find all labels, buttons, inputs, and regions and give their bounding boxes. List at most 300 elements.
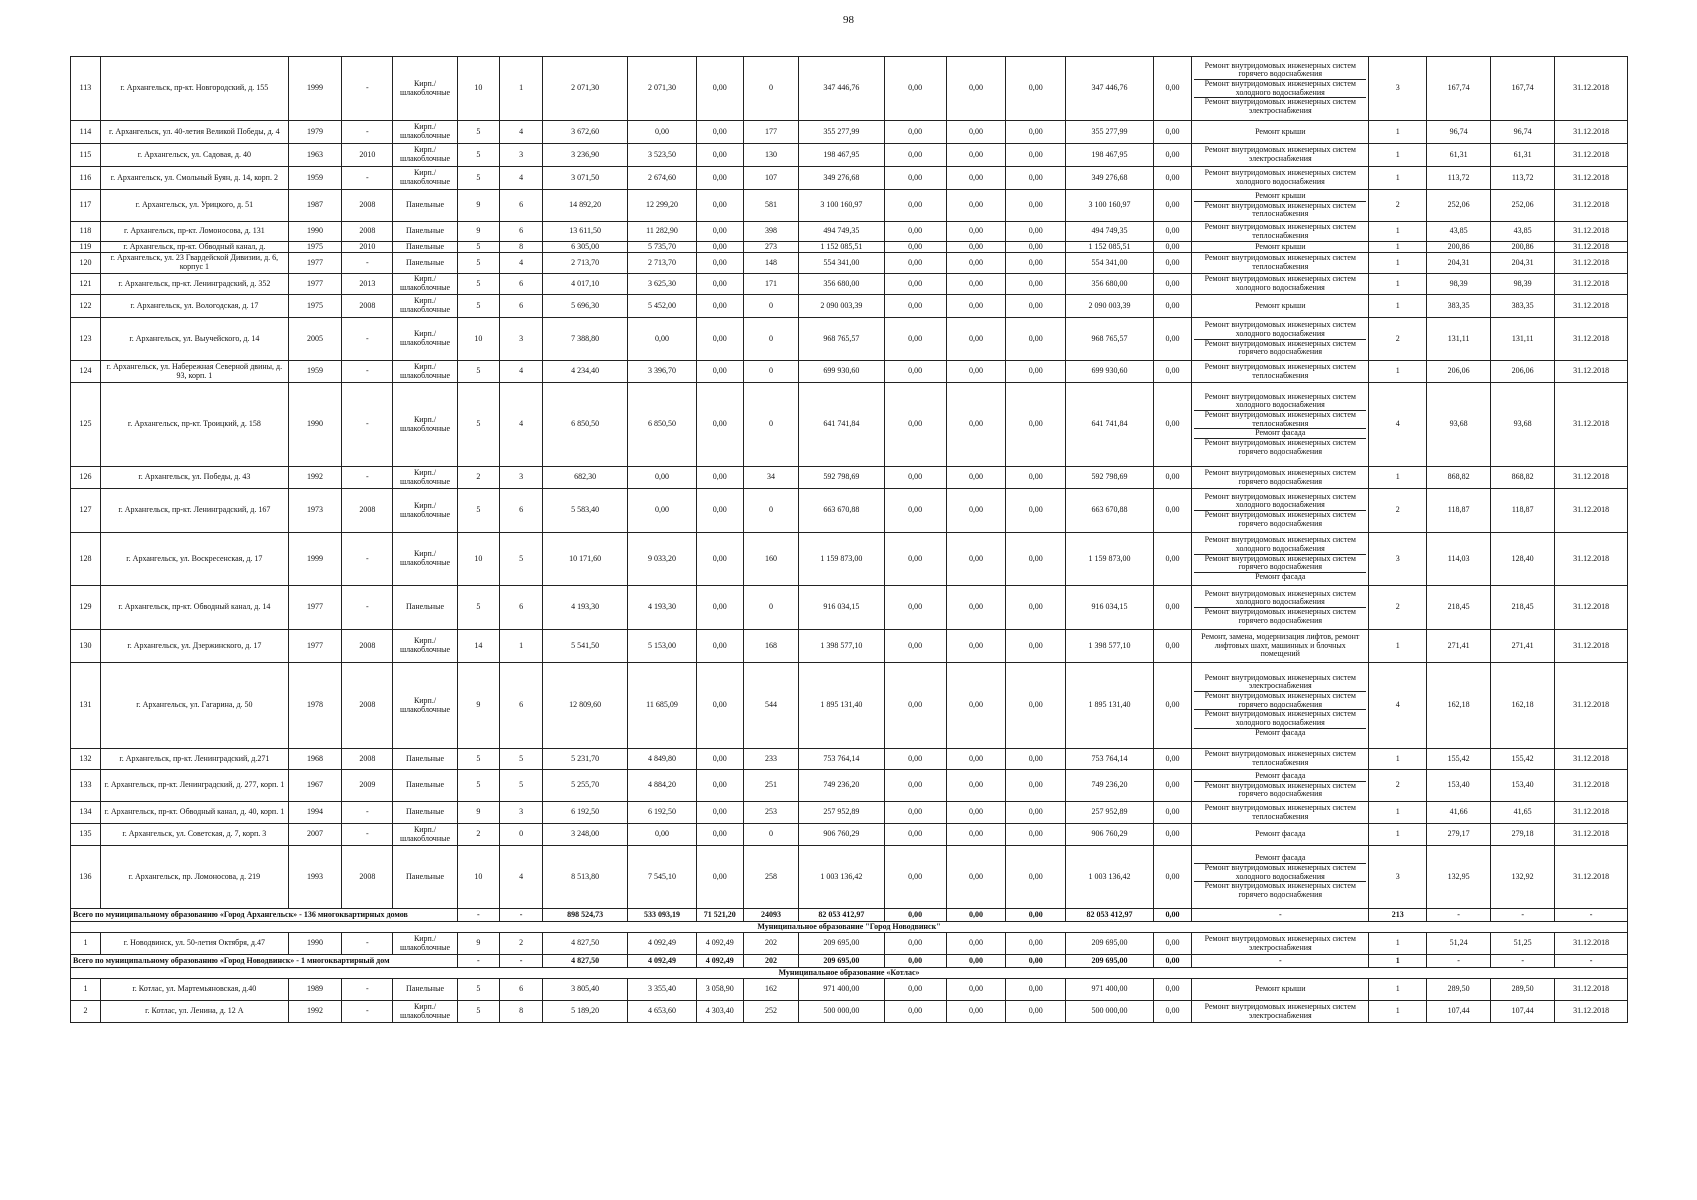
cell-area-nonliving: 0,00 — [696, 663, 743, 749]
cell-fund-regional: 0,00 — [946, 770, 1006, 802]
cell-cost-per-m2: 155,42 — [1427, 749, 1491, 770]
cell-fund-local: 0,00 — [1006, 383, 1066, 467]
cell-area-nonliving: 0,00 — [696, 144, 743, 167]
cell-area-total: 8 513,80 — [542, 846, 627, 909]
cell-work-count: 3 — [1369, 57, 1427, 121]
work-item: Ремонт фасада — [1194, 772, 1366, 782]
cell-material: Кирп./ шлакоблочные — [393, 933, 457, 955]
cell-num: 134 — [71, 802, 101, 824]
cell-cost-per-m2: 200,86 — [1427, 242, 1491, 253]
cell-address: г. Архангельск, ул. Советская, д. 7, корп. 3 — [100, 824, 288, 846]
total-c3: - — [1427, 955, 1491, 968]
cell-area-nonliving: 0,00 — [696, 802, 743, 824]
cell-cost-per-m2: 252,06 — [1427, 190, 1491, 222]
cell-residents: 107 — [743, 167, 799, 190]
cell-fund-local: 0,00 — [1006, 802, 1066, 824]
cell-year-built: 1968 — [288, 749, 341, 770]
cell-area-total: 6 305,00 — [542, 242, 627, 253]
cell-fund-federal: 0,00 — [884, 770, 946, 802]
cell-works — [1192, 318, 1369, 361]
cell-year-built: 1992 — [288, 467, 341, 489]
work-item: Ремонт внутридомовых инженерных систем холодного водоснабжения — [1194, 493, 1366, 511]
cell-fund-local: 0,00 — [1006, 467, 1066, 489]
cell-area-nonliving: 0,00 — [696, 274, 743, 295]
cell-deadline: 31.12.2018 — [1555, 318, 1628, 361]
cell-cost-per-m2: 43,85 — [1427, 222, 1491, 242]
cell-fund-regional: 0,00 — [946, 1001, 1006, 1023]
cell-fund-regional: 0,00 — [946, 295, 1006, 318]
cell-material: Кирп./ шлакоблочные — [393, 361, 457, 383]
cell-residents: 251 — [743, 770, 799, 802]
cell-fund-other: 0,00 — [1153, 167, 1191, 190]
cell-area-total: 3 236,90 — [542, 144, 627, 167]
cell-limit-per-m2: 252,06 — [1491, 190, 1555, 222]
cell-address: г. Архангельск, ул. Дзержинского, д. 17 — [100, 630, 288, 663]
table-row — [71, 586, 1628, 630]
table-row — [71, 242, 1628, 253]
cell-limit-per-m2: 132,92 — [1491, 846, 1555, 909]
cell-deadline: 31.12.2018 — [1555, 1001, 1628, 1023]
cell-residents: 34 — [743, 467, 799, 489]
cell-deadline: 31.12.2018 — [1555, 167, 1628, 190]
cell-material: Кирп./ шлакоблочные — [393, 824, 457, 846]
cell-residents: 0 — [743, 295, 799, 318]
cell-year-built: 1977 — [288, 253, 341, 274]
cell-residents: 171 — [743, 274, 799, 295]
cell-fund-local: 0,00 — [1006, 190, 1066, 222]
cell-fund-owners: 1 398 577,10 — [1066, 630, 1154, 663]
cell-cost-total: 356 680,00 — [799, 274, 884, 295]
cell-fund-other: 0,00 — [1153, 467, 1191, 489]
cell-works — [1192, 663, 1369, 749]
cell-cost-per-m2: 218,45 — [1427, 586, 1491, 630]
cell-fund-other: 0,00 — [1153, 222, 1191, 242]
cell-fund-regional: 0,00 — [946, 222, 1006, 242]
cell-area-nonliving: 0,00 — [696, 242, 743, 253]
cell-work-count: 1 — [1369, 274, 1427, 295]
cell-material: Кирп./ шлакоблочные — [393, 489, 457, 533]
work-item: Ремонт внутридомовых инженерных систем теплоснабжения — [1204, 253, 1356, 271]
cell-year-built: 1977 — [288, 274, 341, 295]
cell-cost-total: 968 765,57 — [799, 318, 884, 361]
cell-limit-per-m2: 289,50 — [1491, 979, 1555, 1001]
cell-fund-regional: 0,00 — [946, 318, 1006, 361]
section-title: Муниципальное образование "Город Новодвинск" — [71, 922, 1628, 933]
cell-num: 121 — [71, 274, 101, 295]
cell-cost-total: 916 034,15 — [799, 586, 884, 630]
cell-floors: 14 — [457, 630, 500, 663]
table-row — [71, 979, 1628, 1001]
cell-entrances: 5 — [500, 533, 543, 586]
total-c2: - — [500, 955, 543, 968]
cell-fund-other: 0,00 — [1153, 318, 1191, 361]
cell-works — [1192, 586, 1369, 630]
cell-fund-regional: 0,00 — [946, 121, 1006, 144]
cell-cost-per-m2: 206,06 — [1427, 361, 1491, 383]
total-area-living: 533 093,19 — [628, 909, 696, 922]
repair-program-table — [70, 56, 1628, 1023]
cell-fund-other: 0,00 — [1153, 253, 1191, 274]
cell-num: 124 — [71, 361, 101, 383]
total-works: - — [1192, 955, 1369, 968]
cell-num: 113 — [71, 57, 101, 121]
cell-works — [1192, 383, 1369, 467]
table-row — [71, 663, 1628, 749]
cell-work-count: 1 — [1369, 979, 1427, 1001]
cell-area-total: 4 017,10 — [542, 274, 627, 295]
cell-works — [1192, 533, 1369, 586]
cell-material: Панельные — [393, 242, 457, 253]
cell-fund-other: 0,00 — [1153, 749, 1191, 770]
cell-year-repair: - — [342, 57, 393, 121]
table-row — [71, 318, 1628, 361]
cell-floors: 5 — [457, 1001, 500, 1023]
cell-works — [1192, 242, 1369, 253]
cell-residents: 233 — [743, 749, 799, 770]
cell-fund-other: 0,00 — [1153, 190, 1191, 222]
cell-material: Панельные — [393, 749, 457, 770]
cell-works — [1192, 57, 1369, 121]
cell-floors: 5 — [457, 749, 500, 770]
work-item: Ремонт фасада — [1255, 829, 1306, 839]
cell-deadline: 31.12.2018 — [1555, 630, 1628, 663]
cell-fund-owners: 641 741,84 — [1066, 383, 1154, 467]
total-c4: - — [1491, 955, 1555, 968]
cell-residents: 160 — [743, 533, 799, 586]
cell-floors: 5 — [457, 770, 500, 802]
work-item: Ремонт внутридомовых инженерных систем холодного водоснабжения — [1194, 590, 1366, 608]
cell-fund-federal: 0,00 — [884, 361, 946, 383]
work-item: Ремонт внутридомовых инженерных систем горячего водоснабжения — [1204, 881, 1356, 899]
work-item: Ремонт внутридомовых инженерных систем горячего водоснабжения — [1204, 467, 1356, 486]
cell-fund-owners: 916 034,15 — [1066, 586, 1154, 630]
table-row — [71, 933, 1628, 955]
cell-entrances: 6 — [500, 586, 543, 630]
cell-residents: 168 — [743, 630, 799, 663]
cell-cost-total: 1 003 136,42 — [799, 846, 884, 909]
total-works: - — [1192, 909, 1369, 922]
cell-fund-owners: 968 765,57 — [1066, 318, 1154, 361]
cell-year-built: 1979 — [288, 121, 341, 144]
work-item: Ремонт внутридомовых инженерных систем электроснабжения — [1204, 97, 1356, 115]
cell-address: г. Архангельск, пр-кт. Обводный канал, д. 14 — [100, 586, 288, 630]
cell-fund-federal: 0,00 — [884, 144, 946, 167]
cell-fund-other: 0,00 — [1153, 383, 1191, 467]
work-item: Ремонт внутридомовых инженерных систем теплоснабжения — [1204, 802, 1356, 821]
cell-deadline: 31.12.2018 — [1555, 383, 1628, 467]
total-fund-regional: 0,00 — [946, 909, 1006, 922]
cell-floors: 5 — [457, 295, 500, 318]
cell-cost-per-m2: 271,41 — [1427, 630, 1491, 663]
work-item: Ремонт крыши — [1255, 241, 1306, 251]
cell-material: Кирп./ шлакоблочные — [393, 630, 457, 663]
cell-area-living: 0,00 — [628, 489, 696, 533]
cell-area-living: 5 452,00 — [628, 295, 696, 318]
cell-floors: 10 — [457, 846, 500, 909]
cell-material: Кирп./ шлакоблочные — [393, 533, 457, 586]
cell-year-repair: - — [342, 533, 393, 586]
cell-deadline: 31.12.2018 — [1555, 144, 1628, 167]
total-label: Всего по муниципальному образованию «Город Новодвинск» - 1 многоквартирный дом — [71, 955, 458, 968]
work-item: Ремонт внутридомовых инженерных систем теплоснабжения — [1204, 200, 1356, 219]
cell-cost-per-m2: 98,39 — [1427, 274, 1491, 295]
cell-fund-federal: 0,00 — [884, 979, 946, 1001]
table-row — [71, 467, 1628, 489]
total-fund-owners: 209 695,00 — [1066, 955, 1154, 968]
cell-area-living: 12 299,20 — [628, 190, 696, 222]
section-header-row — [71, 922, 1628, 933]
work-item: Ремонт крыши — [1255, 126, 1306, 136]
cell-floors: 5 — [457, 167, 500, 190]
cell-entrances: 4 — [500, 167, 543, 190]
cell-limit-per-m2: 51,25 — [1491, 933, 1555, 955]
work-item: Ремонт крыши — [1194, 192, 1366, 202]
cell-cost-per-m2: 132,95 — [1427, 846, 1491, 909]
cell-fund-regional: 0,00 — [946, 190, 1006, 222]
cell-area-living: 11 282,90 — [628, 222, 696, 242]
cell-address: г. Архангельск, ул. Выучейского, д. 14 — [100, 318, 288, 361]
cell-cost-per-m2: 51,24 — [1427, 933, 1491, 955]
cell-cost-per-m2: 107,44 — [1427, 1001, 1491, 1023]
total-residents: 24093 — [743, 909, 799, 922]
cell-work-count: 3 — [1369, 846, 1427, 909]
cell-work-count: 1 — [1369, 467, 1427, 489]
work-item: Ремонт внутридомовых инженерных систем горячего водоснабжения — [1204, 338, 1356, 357]
cell-work-count: 1 — [1369, 361, 1427, 383]
cell-fund-regional: 0,00 — [946, 824, 1006, 846]
cell-entrances: 6 — [500, 979, 543, 1001]
cell-area-total: 4 234,40 — [542, 361, 627, 383]
cell-fund-federal: 0,00 — [884, 489, 946, 533]
work-item: Ремонт крыши — [1255, 984, 1306, 994]
cell-fund-federal: 0,00 — [884, 242, 946, 253]
cell-area-living: 6 192,50 — [628, 802, 696, 824]
cell-area-total: 5 541,50 — [542, 630, 627, 663]
cell-works — [1192, 770, 1369, 802]
cell-year-built: 1978 — [288, 663, 341, 749]
cell-address: г. Архангельск, ул. 23 Гвардейской Дивизии, д. 6, корпус 1 — [100, 253, 288, 274]
cell-fund-regional: 0,00 — [946, 630, 1006, 663]
cell-fund-federal: 0,00 — [884, 383, 946, 467]
cell-residents: 0 — [743, 586, 799, 630]
cell-work-count: 2 — [1369, 489, 1427, 533]
cell-fund-owners: 356 680,00 — [1066, 274, 1154, 295]
total-c4: - — [1491, 909, 1555, 922]
cell-fund-owners: 209 695,00 — [1066, 933, 1154, 955]
table-row — [71, 489, 1628, 533]
cell-fund-regional: 0,00 — [946, 933, 1006, 955]
cell-works — [1192, 824, 1369, 846]
cell-fund-owners: 1 895 131,40 — [1066, 663, 1154, 749]
cell-material: Кирп./ шлакоблочные — [393, 663, 457, 749]
cell-limit-per-m2: 98,39 — [1491, 274, 1555, 295]
cell-deadline: 31.12.2018 — [1555, 190, 1628, 222]
cell-fund-other: 0,00 — [1153, 295, 1191, 318]
cell-cost-total: 749 236,20 — [799, 770, 884, 802]
cell-area-living: 6 850,50 — [628, 383, 696, 467]
cell-residents: 0 — [743, 489, 799, 533]
cell-cost-total: 699 930,60 — [799, 361, 884, 383]
table-row — [71, 190, 1628, 222]
cell-area-living: 3 355,40 — [628, 979, 696, 1001]
cell-num: 135 — [71, 824, 101, 846]
cell-fund-federal: 0,00 — [884, 824, 946, 846]
cell-work-count: 2 — [1369, 586, 1427, 630]
cell-floors: 10 — [457, 318, 500, 361]
cell-limit-per-m2: 218,45 — [1491, 586, 1555, 630]
cell-year-built: 1994 — [288, 802, 341, 824]
cell-fund-federal: 0,00 — [884, 802, 946, 824]
cell-floors: 5 — [457, 361, 500, 383]
cell-fund-federal: 0,00 — [884, 57, 946, 121]
total-residents: 202 — [743, 955, 799, 968]
cell-deadline: 31.12.2018 — [1555, 933, 1628, 955]
cell-limit-per-m2: 206,06 — [1491, 361, 1555, 383]
cell-deadline: 31.12.2018 — [1555, 533, 1628, 586]
cell-cost-per-m2: 279,17 — [1427, 824, 1491, 846]
cell-work-count: 3 — [1369, 533, 1427, 586]
cell-residents: 0 — [743, 383, 799, 467]
cell-num: 136 — [71, 846, 101, 909]
cell-year-built: 1959 — [288, 167, 341, 190]
cell-cost-total: 349 276,68 — [799, 167, 884, 190]
work-item: Ремонт внутридомовых инженерных систем холодного водоснабжения — [1194, 80, 1366, 98]
cell-works — [1192, 630, 1369, 663]
cell-area-total: 6 850,50 — [542, 383, 627, 467]
cell-entrances: 2 — [500, 933, 543, 955]
cell-limit-per-m2: 118,87 — [1491, 489, 1555, 533]
cell-floors: 5 — [457, 489, 500, 533]
cell-fund-other: 0,00 — [1153, 144, 1191, 167]
work-item: Ремонт внутридомовых инженерных систем горячего водоснабжения — [1194, 555, 1366, 573]
cell-num: 120 — [71, 253, 101, 274]
total-c1: - — [457, 955, 500, 968]
cell-fund-local: 0,00 — [1006, 57, 1066, 121]
cell-cost-per-m2: 113,72 — [1427, 167, 1491, 190]
work-item: Ремонт внутридомовых инженерных систем горячего водоснабжения — [1204, 437, 1356, 456]
cell-work-count: 1 — [1369, 222, 1427, 242]
cell-fund-owners: 971 400,00 — [1066, 979, 1154, 1001]
cell-fund-regional: 0,00 — [946, 846, 1006, 909]
cell-fund-federal: 0,00 — [884, 933, 946, 955]
cell-limit-per-m2: 383,35 — [1491, 295, 1555, 318]
cell-limit-per-m2: 200,86 — [1491, 242, 1555, 253]
cell-area-nonliving: 0,00 — [696, 253, 743, 274]
cell-address: г. Архангельск, ул. Урицкого, д. 51 — [100, 190, 288, 222]
cell-num: 122 — [71, 295, 101, 318]
cell-num: 114 — [71, 121, 101, 144]
cell-fund-local: 0,00 — [1006, 121, 1066, 144]
cell-fund-federal: 0,00 — [884, 630, 946, 663]
cell-limit-per-m2: 107,44 — [1491, 1001, 1555, 1023]
cell-area-living: 2 713,70 — [628, 253, 696, 274]
cell-work-count: 1 — [1369, 933, 1427, 955]
cell-address: г. Архангельск, ул. 40-летия Великой Победы, д. 4 — [100, 121, 288, 144]
total-area-living: 4 092,49 — [628, 955, 696, 968]
cell-material: Панельные — [393, 190, 457, 222]
cell-floors: 5 — [457, 979, 500, 1001]
total-row — [71, 955, 1628, 968]
cell-floors: 5 — [457, 144, 500, 167]
cell-floors: 5 — [457, 121, 500, 144]
work-item: Ремонт внутридомовых инженерных систем холодного водоснабжения — [1194, 536, 1366, 554]
cell-material: Панельные — [393, 979, 457, 1001]
cell-area-living: 7 545,10 — [628, 846, 696, 909]
cell-area-living: 4 849,80 — [628, 749, 696, 770]
cell-address: г. Архангельск, ул. Смольный Буян, д. 14, корп. 2 — [100, 167, 288, 190]
cell-deadline: 31.12.2018 — [1555, 979, 1628, 1001]
cell-fund-regional: 0,00 — [946, 749, 1006, 770]
total-label: Всего по муниципальному образованию «Город Архангельск» - 136 многоквартирных домов — [71, 909, 458, 922]
cell-fund-regional: 0,00 — [946, 586, 1006, 630]
cell-fund-other: 0,00 — [1153, 846, 1191, 909]
cell-area-living: 0,00 — [628, 318, 696, 361]
cell-year-built: 1975 — [288, 242, 341, 253]
cell-material: Панельные — [393, 770, 457, 802]
cell-area-nonliving: 0,00 — [696, 222, 743, 242]
cell-fund-federal: 0,00 — [884, 846, 946, 909]
cell-num: 117 — [71, 190, 101, 222]
cell-year-built: 2005 — [288, 318, 341, 361]
cell-works — [1192, 295, 1369, 318]
cell-work-count: 1 — [1369, 749, 1427, 770]
cell-num: 130 — [71, 630, 101, 663]
cell-fund-regional: 0,00 — [946, 489, 1006, 533]
cell-material: Кирп./ шлакоблочные — [393, 167, 457, 190]
table-row — [71, 167, 1628, 190]
cell-area-total: 7 388,80 — [542, 318, 627, 361]
cell-cost-total: 1 159 873,00 — [799, 533, 884, 586]
cell-num: 127 — [71, 489, 101, 533]
cell-num: 128 — [71, 533, 101, 586]
work-item: Ремонт крыши — [1255, 300, 1306, 310]
cell-area-total: 12 809,60 — [542, 663, 627, 749]
cell-year-repair: - — [342, 318, 393, 361]
cell-fund-local: 0,00 — [1006, 222, 1066, 242]
total-c5: - — [1555, 909, 1628, 922]
cell-works — [1192, 144, 1369, 167]
cell-floors: 10 — [457, 533, 500, 586]
cell-fund-regional: 0,00 — [946, 167, 1006, 190]
cell-year-repair: 2013 — [342, 274, 393, 295]
cell-area-total: 5 189,20 — [542, 1001, 627, 1023]
cell-address: г. Архангельск, пр-кт. Новгородский, д. 155 — [100, 57, 288, 121]
cell-cost-total: 906 760,29 — [799, 824, 884, 846]
cell-material: Кирп./ шлакоблочные — [393, 383, 457, 467]
cell-fund-regional: 0,00 — [946, 57, 1006, 121]
table-row — [71, 824, 1628, 846]
cell-cost-total: 753 764,14 — [799, 749, 884, 770]
total-fund-other: 0,00 — [1153, 909, 1191, 922]
cell-limit-per-m2: 96,74 — [1491, 121, 1555, 144]
cell-entrances: 0 — [500, 824, 543, 846]
total-cost-total: 209 695,00 — [799, 955, 884, 968]
cell-works — [1192, 253, 1369, 274]
cell-material: Кирп./ шлакоблочные — [393, 274, 457, 295]
cell-deadline: 31.12.2018 — [1555, 295, 1628, 318]
cell-area-nonliving: 4 092,49 — [696, 933, 743, 955]
cell-work-count: 2 — [1369, 770, 1427, 802]
cell-year-built: 1963 — [288, 144, 341, 167]
total-c2: - — [500, 909, 543, 922]
cell-limit-per-m2: 131,11 — [1491, 318, 1555, 361]
total-area-total: 4 827,50 — [542, 955, 627, 968]
cell-fund-regional: 0,00 — [946, 253, 1006, 274]
table-row — [71, 1001, 1628, 1023]
cell-deadline: 31.12.2018 — [1555, 824, 1628, 846]
cell-fund-owners: 3 100 160,97 — [1066, 190, 1154, 222]
cell-num: 126 — [71, 467, 101, 489]
